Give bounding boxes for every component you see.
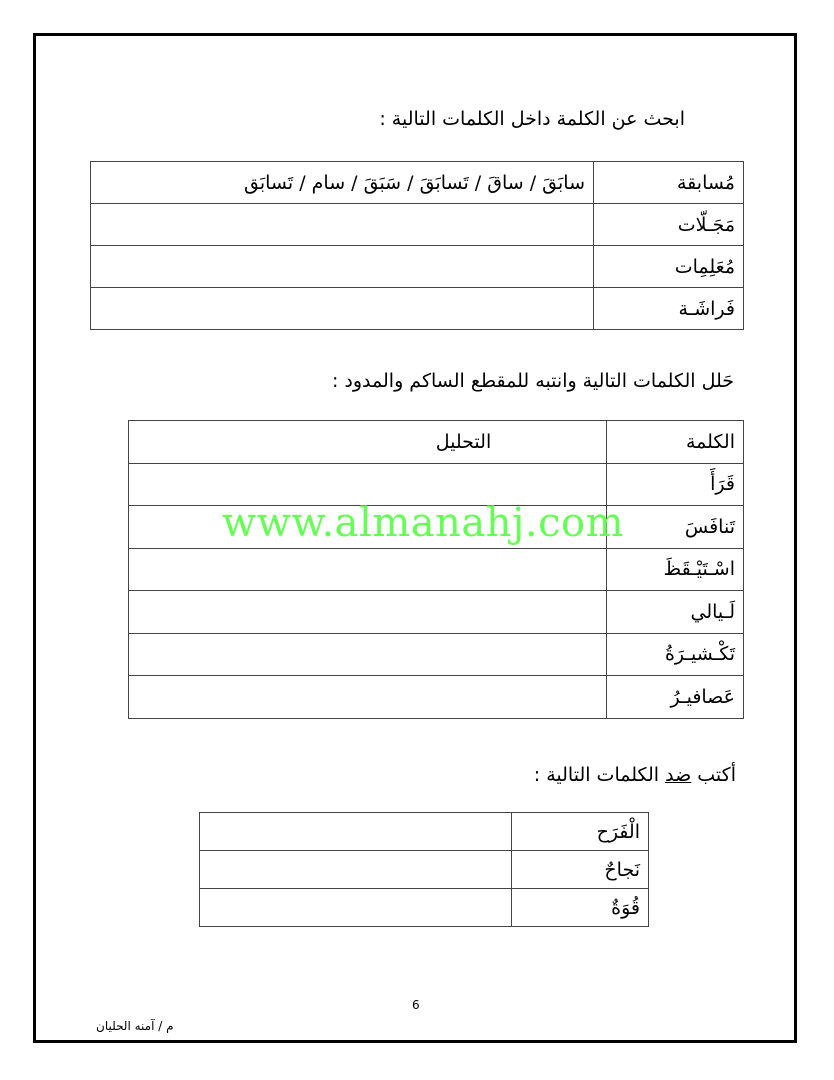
word-cell: تَكْـشيـرَةُ	[607, 633, 744, 676]
watermark: www.almanahj.com	[222, 500, 625, 546]
answer-cell[interactable]	[91, 288, 594, 330]
author-credit: م / آمنه الحليان	[96, 1019, 174, 1033]
table-row	[129, 548, 744, 591]
table-header-row	[129, 421, 744, 464]
section3-heading	[534, 764, 736, 786]
analysis-cell[interactable]	[129, 676, 607, 719]
answer-cell[interactable]	[91, 204, 594, 246]
word-cell: اسْـتَيْـقَظَ	[607, 548, 744, 591]
word-cell: مُعَلِمِات	[594, 246, 744, 288]
table-row	[91, 246, 744, 288]
table-row	[129, 591, 744, 634]
table-row	[129, 676, 744, 719]
word-cell: فَراشَـة	[594, 288, 744, 330]
answer-cell[interactable]	[91, 246, 594, 288]
word-cell: مُسابقة	[594, 162, 744, 204]
word-cell: تَنافَسَ	[607, 506, 744, 549]
heading-text: الكلمات التالية :	[533, 764, 666, 786]
table-row	[129, 633, 744, 676]
column-header-word: الكلمة	[607, 421, 744, 464]
table-row	[200, 813, 649, 851]
table-row	[200, 889, 649, 927]
opposites-table	[199, 812, 649, 927]
word-cell: نَجاحٌ	[512, 851, 649, 889]
word-cell: مَجَـلّات	[594, 204, 744, 246]
analysis-cell[interactable]	[129, 548, 607, 591]
heading-underlined-text: ضد	[665, 764, 692, 786]
section1-heading: ابحث عن الكلمة داخل الكلمات التالية :	[379, 108, 685, 130]
word-search-table	[90, 161, 744, 330]
table-row	[91, 162, 744, 204]
answer-cell[interactable]: سابَقَ / ساقَ / تَسابَقَ / سَبَقَ / سام / تَسابَق	[91, 162, 594, 204]
word-cell: الْفَرَح	[512, 813, 649, 851]
analysis-cell[interactable]	[129, 591, 607, 634]
answer-cell[interactable]	[200, 851, 512, 889]
word-cell: لَـيالي	[607, 591, 744, 634]
word-cell: عَصافيـرُ	[607, 676, 744, 719]
heading-text: أكتب	[691, 764, 736, 786]
answer-cell[interactable]	[200, 889, 512, 927]
answer-cell[interactable]	[200, 813, 512, 851]
analysis-cell[interactable]	[129, 633, 607, 676]
word-cell: قَرَأَ	[607, 463, 744, 506]
table-row	[91, 204, 744, 246]
column-header-analysis: التحليل	[129, 421, 607, 464]
table-row	[200, 851, 649, 889]
table-row	[91, 288, 744, 330]
word-cell: قُوَةٌ	[512, 889, 649, 927]
page-number: 6	[412, 998, 420, 1012]
section2-heading: حَلل الكلمات التالية وانتبه للمقطع الساكم والمدود :	[331, 370, 734, 392]
analysis-table	[128, 420, 744, 719]
